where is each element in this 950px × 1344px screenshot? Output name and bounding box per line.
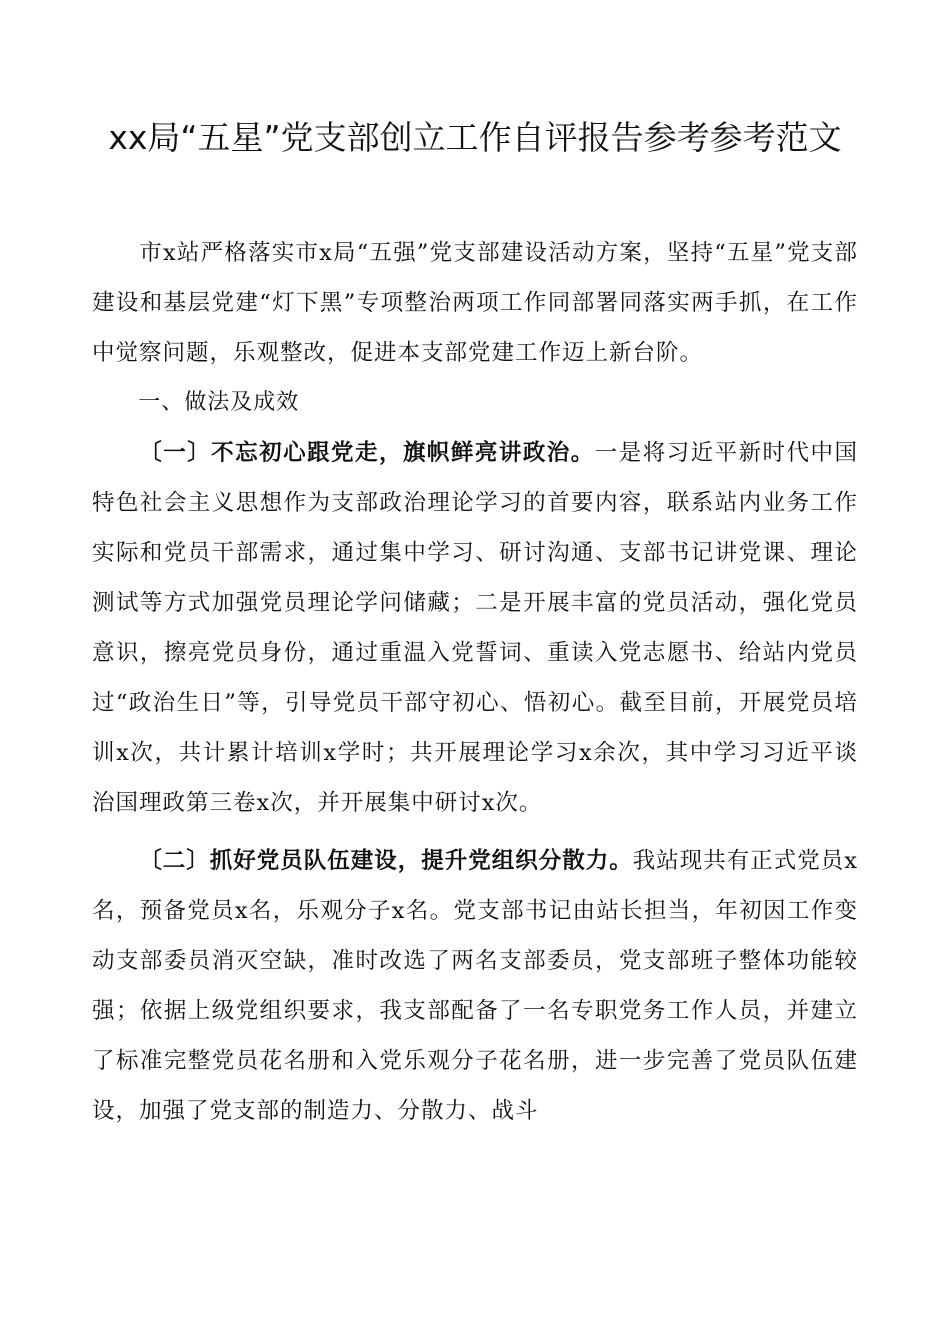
item-1-text: 一是将习近平新时代中国特色社会主义思想作为支部政治理论学习的首要内容，联系站内业务工作实际和党员干部需求，通过集中学习、研讨沟通、支部书记讲党课、理论测试等方式加强党员理论学问储藏；二是开展丰富的党员活动，强化党员意识，擦亮党员身份，通过重温入党誓词、重读入党志愿书、给站内党员过“政治生日”等，引导党员干部守初心、悟初心。截至目前，开展党员培训x次，共计累计培训x学时；共开展理论学习x余次，其中学习习近平谈治国理政第三卷x次，并开展集中研讨x次。 xyxy=(92,440,858,816)
document-body xyxy=(92,228,858,1136)
document-title: xx局“五星”党支部创立工作自评报告参考参考范文 xyxy=(108,118,842,157)
item-2-paragraph xyxy=(92,836,858,1136)
section-heading: 一、做法及成效 xyxy=(138,390,300,415)
item-2-text: 我站现共有正式党员x名，预备党员x名，乐观分子x名。党支部书记由站长担当，年初因工作变动支部委员消灭空缺，准时改选了两名支部委员，党支部班子整体功能较强；依据上级党组织要求，我支部配备了一名专职党务工作人员，并建立了标准完整党员花名册和入党乐观分子花名册，进一步完善了党员队伍建设，加强了党支部的制造力、分散力、战斗 xyxy=(92,848,858,1124)
item-2-lead: 〔二〕抓好党员队伍建设，提升党组织分散力。 xyxy=(139,848,633,874)
intro-paragraph: 市x站严格落实市x局“五强”党支部建设活动方案，坚持“五星”党支部建设和基层党建“灯下黑”专项整治两项工作同部署同落实两手抓，在工作中觉察问题，乐观整改，促进本支部党建工作迈上新台阶。 xyxy=(92,240,858,366)
item-1-lead: 〔一〕不忘初心跟党走，旗帜鲜亮讲政治。 xyxy=(139,440,595,466)
item-1-paragraph xyxy=(92,428,858,828)
